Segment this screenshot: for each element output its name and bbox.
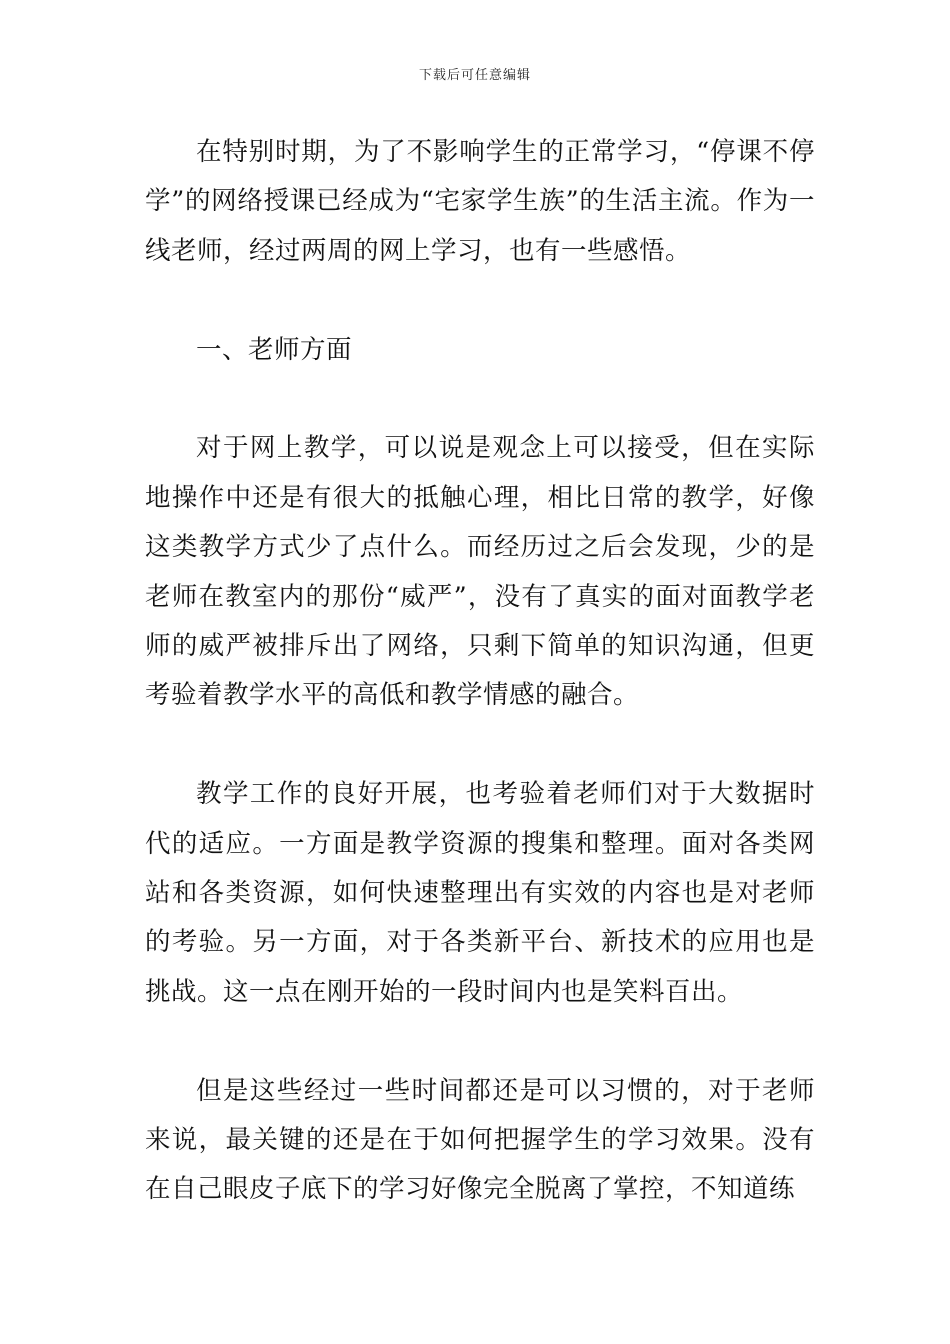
paragraph-spacer	[145, 276, 815, 325]
paragraph-online-teaching: 对于网上教学，可以说是观念上可以接受，但在实际地操作中还是有很大的抵触心理，相比日常的教学，好像这类教学方式少了点什么。而经历过之后会发现，少的是老师在教室内的那份“威严”，没有了真实的面对面教学老师的威严被排斥出了网络，只剩下简单的知识沟通，但更考验着教学水平的高低和教学情感的融合。	[145, 433, 815, 711]
paragraph-spacer	[145, 375, 815, 424]
paragraph-learning-effect: 但是这些经过一些时间都还是可以习惯的，对于老师来说，最关键的还是在于如何把握学生的学习效果。没有在自己眼皮子底下的学习好像完全脱离了掌控，不知道练	[145, 1075, 815, 1205]
paragraph-spacer	[145, 1017, 815, 1066]
paragraph-intro: 在特别时期，为了不影响学生的正常学习，“停课不停学”的网络授课已经成为“宅家学生族”的生活主流。作为一线老师，经过两周的网上学习，也有一些感悟。	[145, 137, 815, 266]
paragraph-spacer	[145, 721, 815, 770]
section-heading: 一、老师方面	[196, 334, 353, 365]
paragraph-big-data: 教学工作的良好开展，也考验着老师们对于大数据时代的适应。一方面是教学资源的搜集和整理。面对各类网站和各类资源，如何快速整理出有实效的内容也是对老师的考验。另一方面，对于各类新平台、新技术的应用也是挑战。这一点在刚开始的一段时间内也是笑料百出。	[145, 779, 815, 1007]
page-header: 下载后可任意编辑	[418, 68, 531, 83]
document-body	[145, 128, 815, 1215]
